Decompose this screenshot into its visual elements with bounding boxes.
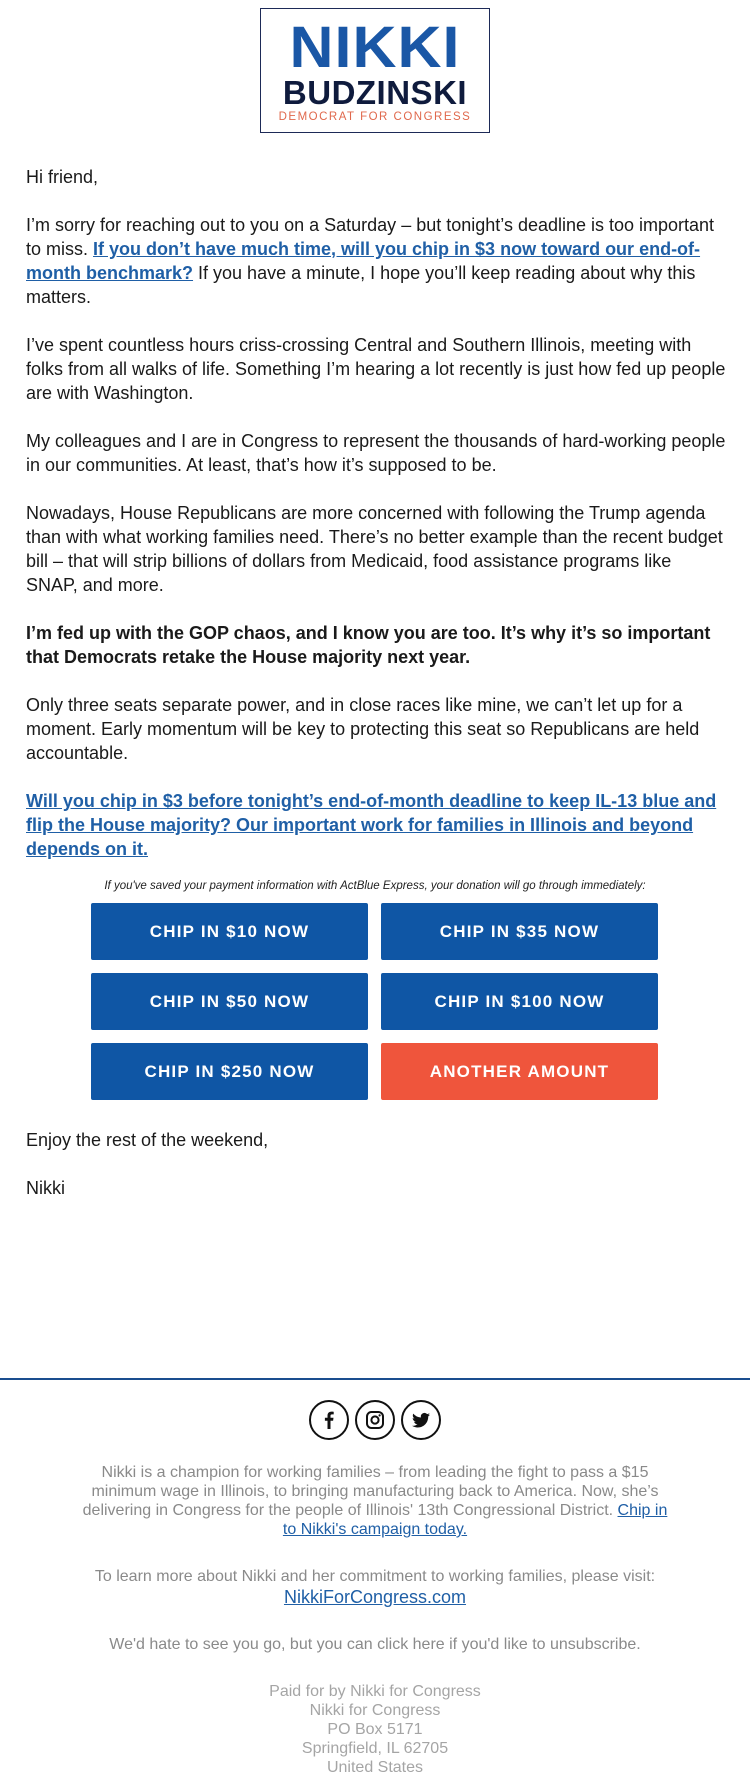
footer-about-text: Nikki is a champion for working families – from leading the fight to pass a $15 minimum wage in Illinois, to bringing manufacturing back to America. Now, she’s delivering in Congress for the people of Illinois' 13th Congressional District. bbox=[82, 1464, 659, 1519]
footer-chip-in-link[interactable]: Chip in to Nikki's campaign today. bbox=[282, 1502, 668, 1538]
chip-in-100-button[interactable]: CHIP IN $100 NOW bbox=[381, 973, 658, 1030]
footer-about bbox=[80, 1463, 670, 1539]
campaign-logo bbox=[260, 8, 490, 133]
signature: Nikki bbox=[26, 1178, 65, 1198]
city-state-zip: Springfield, IL 62705 bbox=[301, 1740, 449, 1757]
chip-in-250-button[interactable]: CHIP IN $250 NOW bbox=[91, 1043, 368, 1100]
facebook-icon[interactable] bbox=[309, 1400, 349, 1440]
website-link[interactable]: NikkiForCongress.com bbox=[283, 1587, 467, 1607]
paragraph-4: Nowadays, House Republicans are more concerned with following the Trump agenda than with what working families need. There’s no better example than the recent budget bill – that will strip billions of dollars from Medicaid, food assistance programs like SNAP, and more. bbox=[26, 503, 723, 595]
closing bbox=[26, 1128, 268, 1224]
chip-in-50-button[interactable]: CHIP IN $50 NOW bbox=[91, 973, 368, 1030]
chip-in-link-1[interactable]: If you don’t have much time, will you chip in $3 now toward our end-of-month benchmark? bbox=[26, 239, 701, 283]
org-name: Nikki for Congress bbox=[309, 1702, 441, 1719]
paragraph-6: Only three seats separate power, and in close races like mine, we can’t let up for a moment. Early momentum will be key to protecting this seat so Republicans are held accountable. bbox=[26, 695, 700, 763]
logo-first-name: NIKKI bbox=[289, 15, 461, 80]
po-box: PO Box 5171 bbox=[327, 1721, 423, 1738]
logo-last-name: BUDZINSKI bbox=[282, 74, 468, 111]
email-copy bbox=[26, 165, 726, 885]
footer-learn: To learn more about Nikki and her commitment to working families, please visit: bbox=[94, 1568, 656, 1585]
paragraph-5-bold: I’m fed up with the GOP chaos, and I know you are too. It’s why it’s so important that Democrats retake the House majority next year. bbox=[26, 623, 711, 667]
paid-for-by: Paid for by Nikki for Congress bbox=[269, 1683, 481, 1700]
paragraph-7 bbox=[26, 789, 726, 861]
paragraph-3: My colleagues and I are in Congress to represent the thousands of hard-working people in our communities. At least, that’s how it’s supposed to be. bbox=[26, 431, 726, 475]
paragraph-1 bbox=[26, 213, 726, 309]
country: United States bbox=[326, 1759, 424, 1776]
logo-tagline: DEMOCRAT FOR CONGRESS bbox=[278, 111, 472, 123]
closing-line: Enjoy the rest of the weekend, bbox=[26, 1130, 269, 1150]
actblue-note: If you've saved your payment information with ActBlue Express, your donation will go through immediately: bbox=[104, 880, 646, 892]
chip-in-10-button[interactable]: CHIP IN $10 NOW bbox=[91, 903, 368, 960]
social-links bbox=[0, 1400, 750, 1440]
twitter-icon[interactable] bbox=[401, 1400, 441, 1440]
unsubscribe-text[interactable]: We'd hate to see you go, but you can click here if you'd like to unsubscribe. bbox=[109, 1636, 641, 1653]
paragraph-1-text-b: If you have a minute, I hope you’ll keep reading about why this matters. bbox=[26, 263, 696, 307]
greeting: Hi friend, bbox=[26, 167, 99, 187]
paragraph-2: I’ve spent countless hours criss-crossing Central and Southern Illinois, meeting with folks from all walks of life. Something I’m hearing a lot recently is just how fed up people are with Washington. bbox=[26, 335, 726, 403]
chip-in-link-2[interactable]: Will you chip in $3 before tonight’s end-of-month deadline to keep IL-13 blue and flip the House majority? Our important work for families in Illinois and beyond depends on it. bbox=[26, 791, 717, 859]
another-amount-button[interactable]: ANOTHER AMOUNT bbox=[381, 1043, 658, 1100]
instagram-icon[interactable] bbox=[355, 1400, 395, 1440]
footer-site-wrap bbox=[80, 1588, 670, 1608]
paragraph-1-text-a: I’m sorry for reaching out to you on a Saturday – but tonight’s deadline is too important to miss. bbox=[26, 215, 715, 259]
footer-address bbox=[80, 1682, 670, 1777]
chip-in-35-button[interactable]: CHIP IN $35 NOW bbox=[381, 903, 658, 960]
footer-divider bbox=[0, 1378, 750, 1380]
